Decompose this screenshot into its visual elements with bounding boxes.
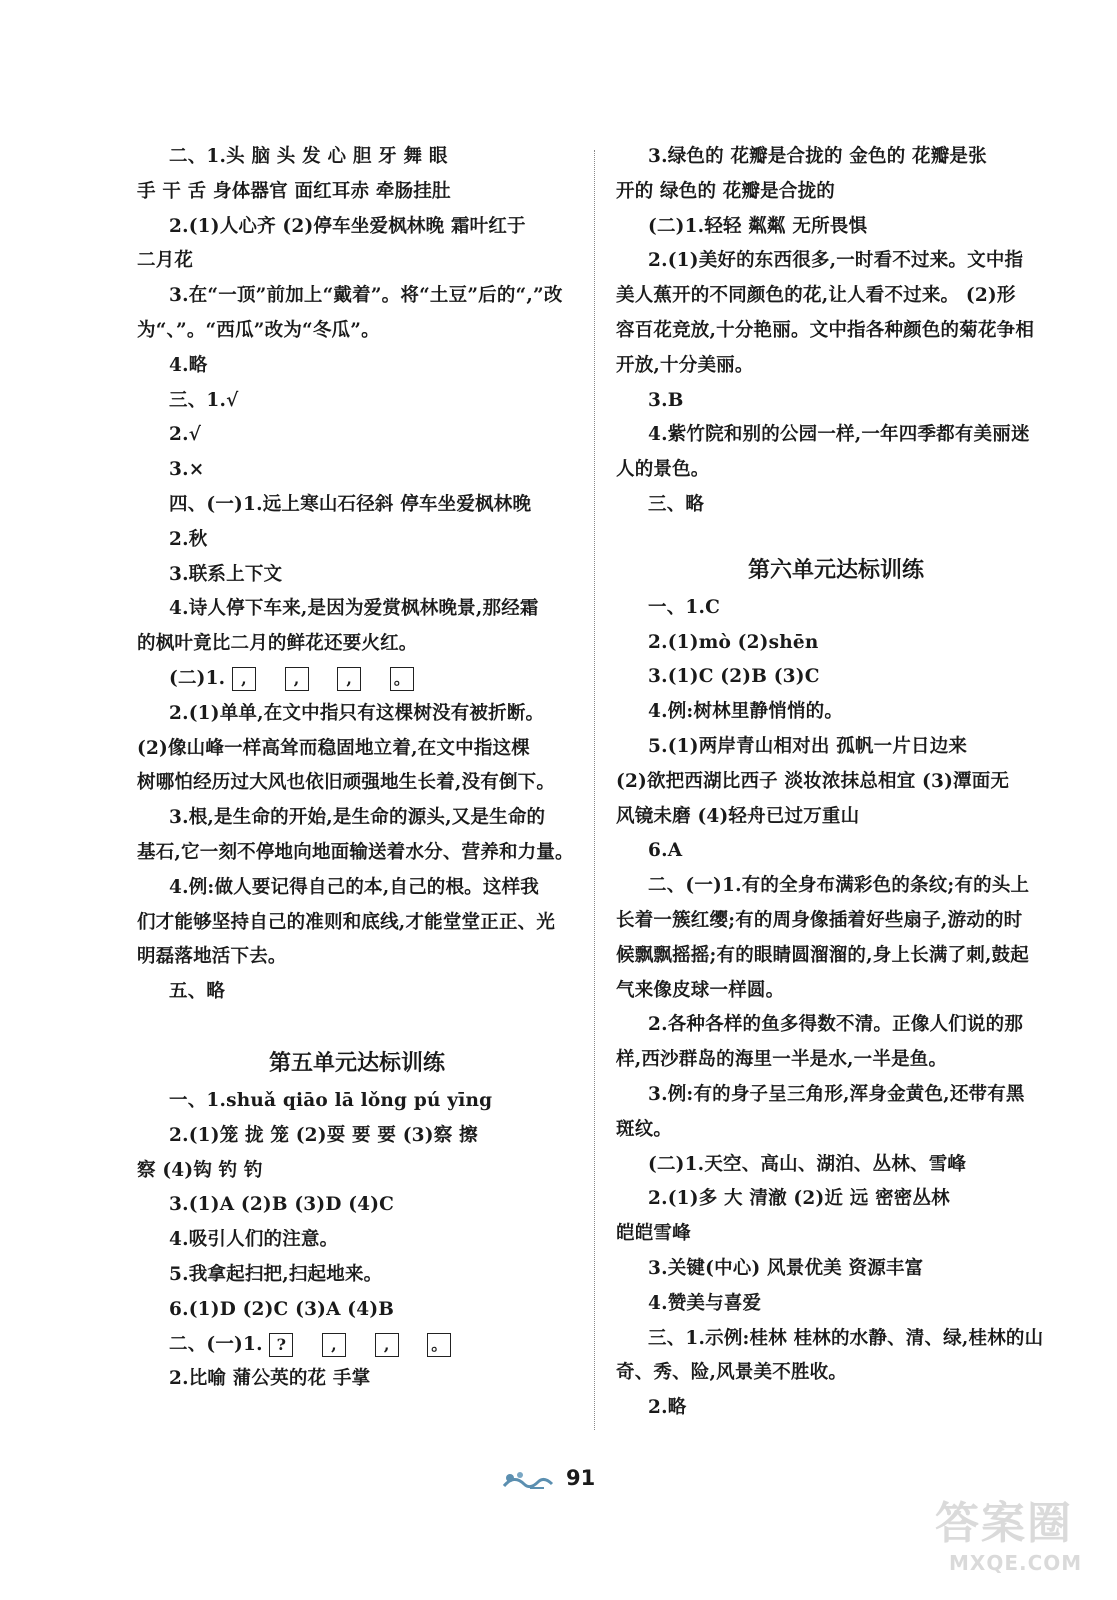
answer-line: 2.(1)单单,在文中指只有这棵树没有被折断。	[169, 702, 545, 724]
left-column	[137, 140, 577, 1397]
answer-line: 2.秋	[169, 528, 208, 550]
answer-line: 3.例:有的身子呈三角形,浑身金黄色,还带有黑	[648, 1083, 1025, 1105]
punctuation-boxes-line	[137, 662, 577, 697]
answer-line: 三、1.√	[169, 389, 239, 411]
punctuation-box: 。	[427, 1333, 451, 1357]
answer-line: 为“、”。“西瓜”改为“冬瓜”。	[137, 319, 380, 341]
answer-line: 4.诗人停下车来,是因为爱赏枫林晚景,那经霜	[169, 598, 539, 620]
answer-line: 4.例:做人要记得自己的本,自己的根。这样我	[169, 876, 539, 898]
answer-line: 2.(1)多 大 清澈 (2)近 远 密密丛林	[648, 1188, 950, 1210]
answer-line: 基石,它一刻不停地向地面输送着水分、营养和力量。	[137, 841, 574, 863]
answer-line: 样,西沙群岛的海里一半是水,一半是鱼。	[616, 1049, 948, 1071]
answer-line: 3.×	[169, 459, 205, 481]
answer-line: 2.(1)美好的东西很多,一时看不过来。文中指	[648, 250, 1024, 272]
answer-line: (二)1.轻轻 粼粼 无所畏惧	[648, 215, 868, 237]
answer-line: 明磊落地活下去。	[137, 946, 287, 968]
answer-line: 三、1.示例:桂林 桂林的水静、清、绿,桂林的山	[648, 1327, 1044, 1349]
answer-line: 开放,十分美丽。	[616, 354, 754, 376]
answer-line: 3.(1)C (2)B (3)C	[648, 666, 820, 688]
answer-line: 3.B	[648, 389, 684, 411]
answer-line: 二月花	[137, 250, 194, 272]
answer-line: 3.根,是生命的开始,是生命的源头,又是生命的	[169, 807, 546, 829]
column-divider	[594, 150, 595, 1430]
answer-line: 3.(1)A (2)B (3)D (4)C	[169, 1194, 395, 1216]
punctuation-box: ,	[375, 1333, 399, 1357]
answer-line: 奇、秀、险,风景美不胜收。	[616, 1362, 848, 1384]
answer-line: 3.联系上下文	[169, 563, 283, 585]
answer-line: 2.比喻 蒲公英的花 手掌	[169, 1368, 371, 1390]
answer-line: 三、略	[648, 493, 705, 515]
answer-line: 2.略	[648, 1397, 687, 1419]
answer-line: 二、(一)1.有的全身布满彩色的条纹;有的头上	[648, 875, 1030, 897]
answer-line: (二)1.天空、高山、湖泊、丛林、雪峰	[648, 1153, 967, 1175]
punctuation-box: 。	[390, 667, 414, 691]
answer-line: 5.我拿起扫把,扫起地来。	[169, 1263, 383, 1285]
answer-line: 6.(1)D (2)C (3)A (4)B	[169, 1298, 395, 1320]
answer-line: 树哪怕经历过大风也依旧顽强地生长着,没有倒下。	[137, 772, 556, 794]
unit5-heading: 第五单元达标训练	[268, 1050, 445, 1076]
answer-line: 2.(1)mò (2)shēn	[648, 631, 819, 653]
spacer	[137, 1010, 577, 1044]
answer-line: 美人蕉开的不同颜色的花,让人看不过来。 (2)形	[616, 285, 1016, 307]
answer-line: 一、1.C	[648, 596, 721, 618]
punctuation-box: ,	[322, 1333, 346, 1357]
answer-line: (2)像山峰一样高耸而稳固地立着,在文中指这棵	[137, 737, 530, 759]
answer-line: 气来像皮球一样圆。	[616, 979, 785, 1001]
punctuation-box: ?	[269, 1333, 293, 1357]
answer-line: 2.各种各样的鱼多得数不清。正像人们说的那	[648, 1014, 1024, 1036]
answer-line: 4.紫竹院和别的公园一样,一年四季都有美丽迷	[648, 424, 1030, 446]
answer-line: 候飘飘摇摇;有的眼睛圆溜溜的,身上长满了刺,鼓起	[616, 944, 1030, 966]
answer-line: 二、1.头 脑 头 发 心 胆 牙 舞 眼	[169, 146, 448, 167]
answer-line: 2.(1)笼 拢 笼 (2)耍 要 要 (3)察 擦	[169, 1124, 478, 1146]
answer-line: 手 干 舌 身体器官 面红耳赤 牵肠挂肚	[137, 180, 451, 202]
answer-line: 2.(1)人心齐 (2)停车坐爱枫林晚 霜叶红于	[169, 215, 526, 237]
answer-line: 5.(1)两岸青山相对出 孤帆一片日边来	[648, 735, 968, 757]
answer-line: 开的 绿色的 花瓣是合拢的	[616, 180, 835, 202]
answer-line: 皑皑雪峰	[616, 1223, 691, 1245]
page-number: 91	[566, 1466, 596, 1490]
answer-line: 4.吸引人们的注意。	[169, 1229, 339, 1251]
punctuation-box: ,	[285, 667, 309, 691]
answer-line: 五、略	[169, 981, 226, 1003]
right-column	[616, 140, 1056, 1426]
answer-line: 一、1.shuǎ qiāo lā lǒng pú yīng	[169, 1089, 493, 1111]
punctuation-box: ,	[232, 667, 256, 691]
answer-line: 风镜未磨 (4)轻舟已过万重山	[616, 805, 860, 827]
punctuation-box: ,	[337, 667, 361, 691]
punctuation-boxes-line	[137, 1328, 577, 1363]
spacer	[616, 523, 1056, 551]
answer-line: 6.A	[648, 840, 683, 862]
answer-line: (2)欲把西湖比西子 淡妆浓抹总相宜 (3)潭面无	[616, 770, 1010, 792]
answer-line: 容百花竞放,十分艳丽。文中指各种颜色的菊花争相	[616, 319, 1035, 341]
watermark-url: MXQE.COM	[949, 1551, 1083, 1575]
answer-line: 2.√	[169, 424, 202, 446]
answer-prefix: (二)1.	[169, 667, 226, 689]
answer-line: 斑纹。	[616, 1118, 673, 1140]
watermark-logo: 答案圈	[935, 1498, 1073, 1549]
answer-line: 3.关键(中心) 风景优美 资源丰富	[648, 1257, 924, 1279]
answer-line: 4.略	[169, 354, 208, 376]
watermark	[935, 1487, 1085, 1587]
answer-line: 们才能够坚持自己的准则和底线,才能堂堂正正、光	[137, 911, 556, 933]
unit6-heading: 第六单元达标训练	[747, 557, 924, 583]
answer-line: 3.绿色的 花瓣是合拢的 金色的 花瓣是张	[648, 146, 987, 167]
answer-line: 察 (4)钩 钓 钓	[137, 1159, 263, 1181]
answer-line: 4.例:树林里静悄悄的。	[648, 701, 844, 723]
answer-line: 人的景色。	[616, 459, 710, 481]
answer-line: 长着一簇红缨;有的周身像插着好些扇子,游动的时	[616, 909, 1023, 931]
answer-line: 4.赞美与喜爱	[648, 1292, 762, 1314]
answer-line: 的枫叶竟比二月的鲜花还要火红。	[137, 633, 418, 655]
answer-line: 四、(一)1.远上寒山石径斜 停车坐爱枫林晚	[169, 493, 532, 515]
answer-prefix: 二、(一)1.	[169, 1333, 263, 1355]
answer-line: 3.在“一顶”前加上“戴着”。将“土豆”后的“,”改	[169, 285, 563, 307]
